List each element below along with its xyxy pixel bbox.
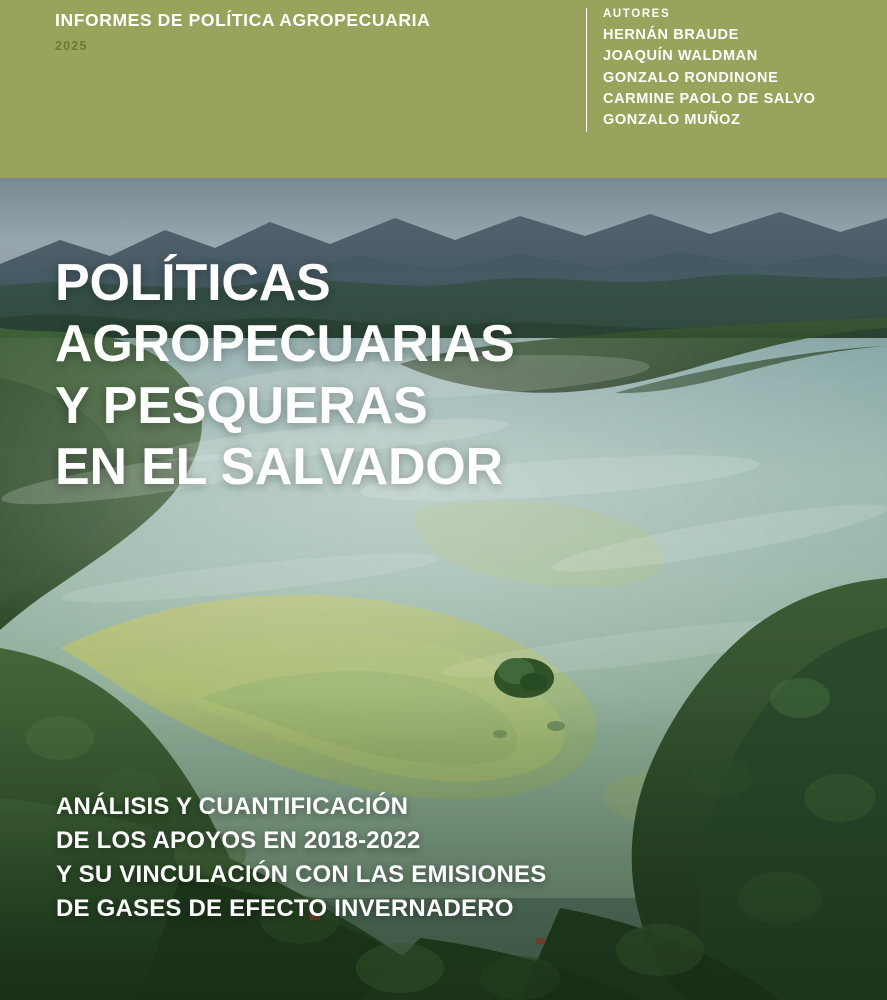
header-band	[0, 0, 887, 178]
authors-label: AUTORES	[603, 8, 671, 20]
page-title	[55, 253, 515, 498]
subtitle-line: Y SU VINCULACIÓN CON LAS EMISIONES	[56, 861, 547, 889]
subtitle-line: DE LOS APOYOS EN 2018-2022	[56, 827, 421, 855]
author-name: GONZALO RONDINONE	[603, 69, 779, 86]
series-block	[55, 10, 525, 53]
page-subtitle	[56, 790, 546, 926]
author-name: CARMINE PAOLO DE SALVO	[603, 90, 816, 107]
author-name: JOAQUÍN WALDMAN	[603, 48, 758, 65]
series-title: INFORMES DE POLÍTICA AGROPECUARIA	[55, 10, 431, 30]
subtitle-line: ANÁLISIS Y CUANTIFICACIÓN	[56, 793, 409, 820]
title-line: AGROPECUARIAS	[55, 315, 515, 374]
authors-block	[586, 8, 815, 132]
title-line: POLÍTICAS	[55, 254, 331, 312]
subtitle-line: DE GASES DE EFECTO INVERNADERO	[56, 895, 514, 923]
title-line: EN EL SALVADOR	[55, 438, 503, 497]
author-name: GONZALO MUÑOZ	[603, 112, 741, 129]
title-line: Y PESQUERAS	[55, 376, 428, 435]
publication-year: 2025	[55, 39, 88, 53]
author-name: HERNÁN BRAUDE	[603, 27, 739, 43]
